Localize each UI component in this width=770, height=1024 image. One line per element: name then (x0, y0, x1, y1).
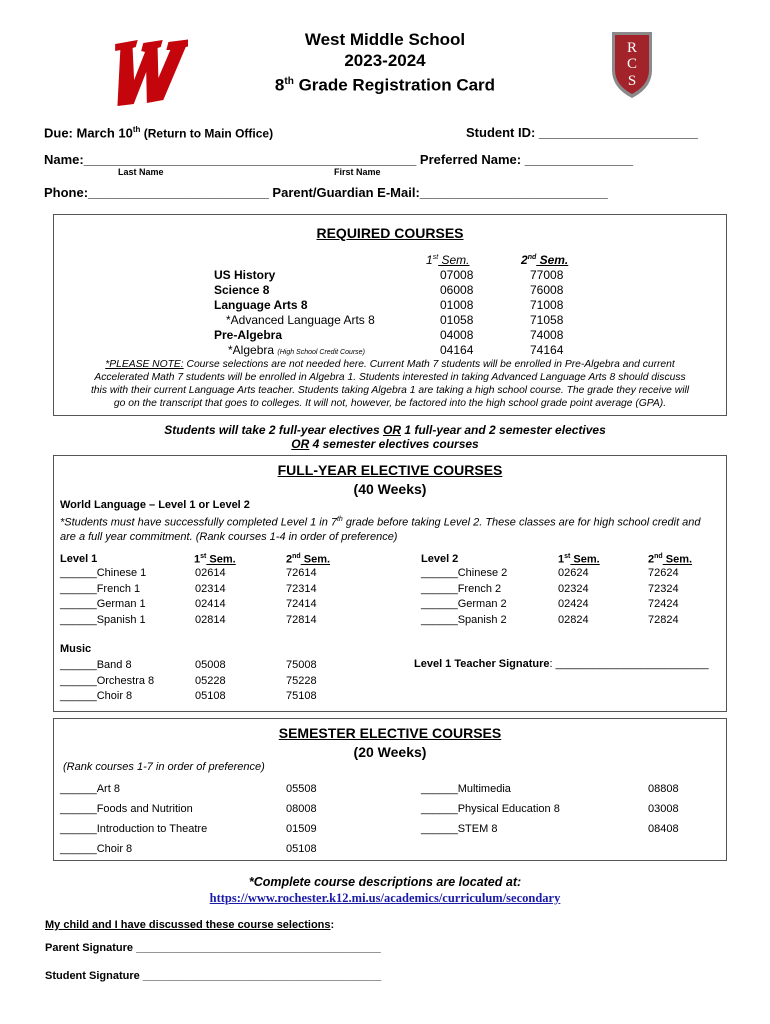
rcs-letter-c: C (626, 56, 638, 72)
full-year-subtitle: (40 Weeks) (353, 481, 427, 497)
code-cell: 02614 (195, 567, 226, 579)
course-choir-8-semester[interactable]: ______Choir 8 (60, 843, 133, 855)
required-courses-title: REQUIRED COURSES (316, 225, 464, 241)
required-sem2-header: 2nd Sem. (521, 253, 569, 267)
rcs-letter-s: S (627, 73, 637, 89)
course-descriptions-link[interactable]: https://www.rochester.k12.mi.us/academics/curriculum/secondary (209, 891, 561, 905)
course-stem-8[interactable]: ______STEM 8 (421, 823, 498, 835)
semester-subtitle: (20 Weeks) (353, 744, 427, 760)
course-intro-theatre[interactable]: ______Introduction to Theatre (60, 823, 208, 835)
level2-courses[interactable] (421, 566, 507, 628)
course-german-1: ______German 1 (60, 598, 146, 610)
code-cell: 71058 (530, 313, 564, 327)
name-field[interactable]: Name:______________________________________________ Preferred Name: _______________ (44, 152, 634, 167)
full-year-title: FULL-YEAR ELECTIVE COURSES (277, 462, 503, 478)
course-pre-algebra: Pre-Algebra (214, 328, 283, 342)
code-cell: 02324 (558, 582, 589, 595)
code-cell: 72414 (286, 598, 317, 610)
course-spanish-2: ______Spanish 2 (421, 613, 507, 626)
course-language-arts-8: Language Arts 8 (214, 298, 308, 312)
music-sem1-codes (195, 658, 226, 705)
code-cell: 72824 (648, 613, 679, 626)
required-course-names (214, 268, 375, 360)
level1-sem2-header: 2nd Sem. (286, 553, 331, 566)
code-cell: 02814 (195, 613, 226, 626)
level1-sem1-header: 1st Sem. (194, 553, 236, 566)
course-descriptions-note: *Complete course descriptions are located at: (248, 875, 522, 889)
code-cell: 76008 (530, 283, 564, 297)
code-cell: 08008 (286, 803, 317, 815)
code-cell: 75108 (286, 690, 317, 702)
music-courses[interactable] (60, 658, 154, 705)
code-cell: 72624 (648, 567, 679, 579)
code-cell: 72614 (286, 567, 317, 579)
code-cell: 71008 (530, 298, 564, 312)
discussed-statement: My child and I have discussed these course selections: (45, 919, 335, 931)
code-cell: 05108 (195, 690, 226, 702)
card-title: 8th Grade Registration Card (274, 75, 496, 95)
code-cell: 01509 (286, 823, 317, 835)
level1-courses[interactable] (60, 566, 146, 628)
page-header (0, 29, 770, 96)
code-cell: 02414 (195, 598, 226, 610)
course-german-2: ______German 2 (421, 598, 507, 610)
code-cell: 01058 (440, 313, 474, 327)
level2-label: Level 2 (421, 553, 459, 565)
course-algebra: *Algebra (High School Credit Course) (228, 343, 365, 357)
code-cell: 05008 (195, 659, 226, 671)
level1-sem2-codes (286, 566, 317, 628)
course-orchestra-8: ______Orchestra 8 (60, 674, 155, 687)
course-us-history: US History (214, 268, 276, 282)
code-cell: 02314 (195, 582, 226, 595)
school-name: West Middle School (304, 30, 466, 49)
course-foods-and-nutrition[interactable]: ______Foods and Nutrition (60, 803, 193, 815)
level1-sem1-codes (195, 566, 226, 628)
course-physical-education-8[interactable]: ______Physical Education 8 (421, 803, 560, 815)
code-cell: 04164 (440, 343, 474, 357)
code-cell: 01008 (440, 298, 474, 312)
required-sem1-header: 1st Sem. (426, 253, 470, 267)
level2-sem1-codes (558, 566, 589, 628)
course-chinese-1: ______Chinese 1 (60, 567, 147, 579)
music-title: Music (60, 643, 92, 655)
course-art-8[interactable]: ______Art 8 (60, 783, 120, 795)
code-cell: 05228 (195, 674, 226, 687)
course-choir-8-music: ______Choir 8 (60, 690, 133, 702)
code-cell: 74008 (530, 328, 564, 342)
required-sem1-codes (440, 268, 473, 358)
world-language-title: World Language – Level 1 or Level 2 (60, 499, 250, 511)
semester-rank-note: (Rank courses 1-7 in order of preference) (63, 761, 265, 773)
electives-note: Students will take 2 full-year electives OR 1 full-year and 2 semester electives OR 4 semester electives courses (164, 423, 606, 451)
required-note: *PLEASE NOTE: Course selections are not needed here. Current Math 7 students will be enrolled in Pre-Algebra and current Accelerated Math 7 students will be enrolled in Algebra 1. Students interested in taking Advanced Language Arts 8 should discuss this with their current Language Arts teacher. Students taking Algebra 1 are taking a high school course. The grade they receive will go on the transcript that goes to colleges. It will not, however, be factored into the high school grade point average (GPA). (90, 359, 690, 409)
code-cell: 02824 (558, 613, 589, 626)
level2-sem2-header: 2nd Sem. (648, 553, 693, 566)
level2-sem2-codes (648, 566, 679, 628)
code-cell: 72814 (286, 613, 317, 626)
first-name-label: First Name (334, 167, 381, 177)
course-french-1: ______French 1 (60, 582, 141, 595)
level1-teacher-signature[interactable]: Level 1 Teacher Signature: _________________________ (414, 658, 709, 670)
code-cell: 05508 (286, 783, 317, 795)
code-cell: 08408 (648, 823, 679, 835)
code-cell: 07008 (440, 268, 474, 282)
code-cell: 75228 (286, 674, 317, 687)
semester-title: SEMESTER ELECTIVE COURSES (278, 725, 502, 741)
course-chinese-2: ______Chinese 2 (421, 567, 508, 579)
student-id-field[interactable]: Student ID: ______________________ (466, 125, 698, 140)
level2-sem1-header: 1st Sem. (558, 553, 600, 566)
course-spanish-1: ______Spanish 1 (60, 613, 146, 626)
last-name-label: Last Name (118, 167, 164, 177)
code-cell: 05108 (286, 843, 317, 855)
phone-email-field[interactable]: Phone:_________________________ Parent/Guardian E-Mail:__________________________ (44, 185, 608, 200)
course-multimedia[interactable]: ______Multimedia (421, 783, 511, 795)
school-year: 2023-2024 (344, 51, 426, 70)
course-band-8: ______Band 8 (60, 659, 132, 671)
code-cell: 06008 (440, 283, 474, 297)
course-advanced-language-arts-8: *Advanced Language Arts 8 (226, 313, 375, 327)
code-cell: 77008 (530, 268, 564, 282)
level1-label: Level 1 (60, 553, 98, 565)
code-cell: 75008 (286, 659, 317, 671)
code-cell: 72324 (648, 582, 679, 595)
code-cell: 02624 (558, 567, 589, 579)
student-signature[interactable]: Student Signature _______________________________________ (45, 970, 382, 982)
code-cell: 03008 (648, 803, 679, 815)
course-french-2: ______French 2 (421, 582, 502, 595)
code-cell: 72424 (648, 598, 679, 610)
world-language-note: *Students must have successfully completed Level 1 in 7th grade before taking Level 2. These classes are for high school credit and are a full year commitment. (Rank courses 1-4 in order of preference) (60, 516, 701, 543)
code-cell: 04008 (440, 328, 474, 342)
code-cell: 74164 (530, 343, 564, 357)
parent-signature[interactable]: Parent Signature ________________________________________ (45, 942, 381, 954)
required-sem2-codes (530, 268, 563, 358)
code-cell: 72314 (286, 582, 317, 595)
due-date: Due: March 10th (Return to Main Office) (44, 125, 274, 141)
code-cell: 02424 (558, 598, 589, 610)
rcs-letter-r: R (626, 40, 638, 56)
course-science-8: Science 8 (214, 283, 270, 297)
music-sem2-codes (286, 658, 317, 705)
code-cell: 08808 (648, 783, 679, 795)
